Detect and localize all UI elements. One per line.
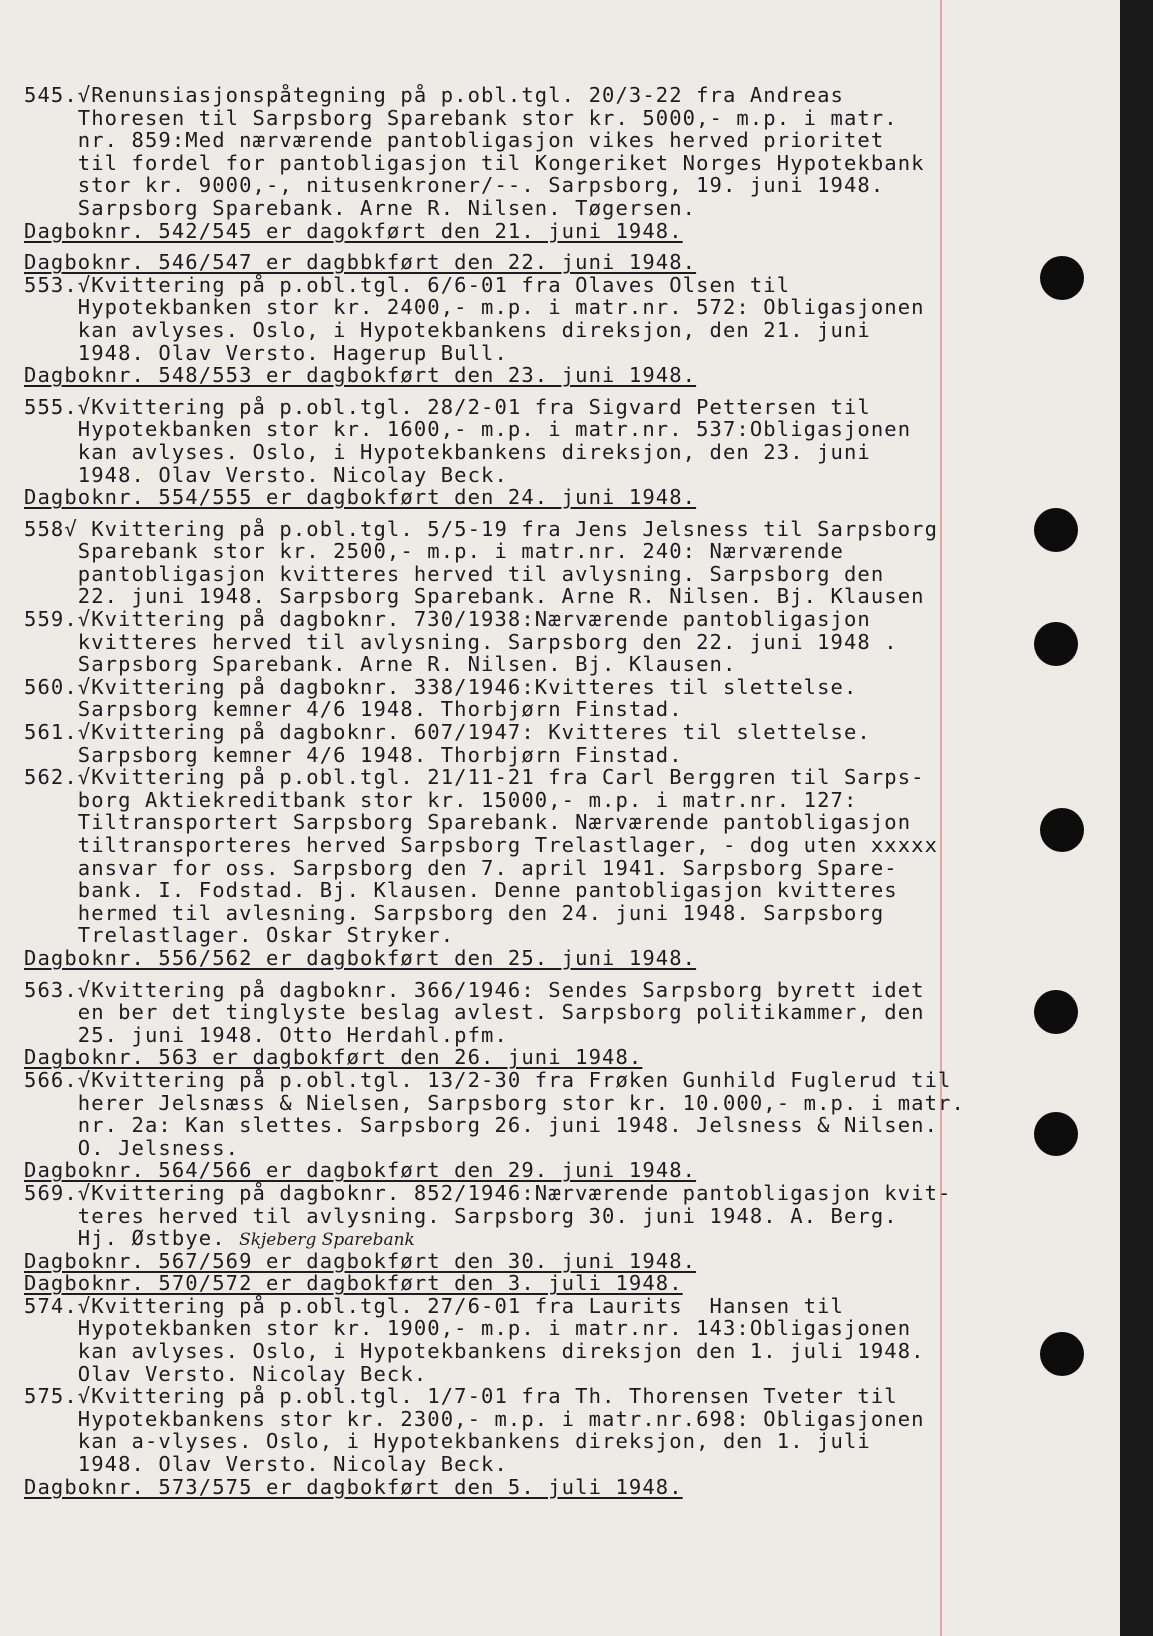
text-line [24,84,1014,107]
punch-hole-1 [1040,256,1084,300]
line-text: kan avlyses. Oslo, i Hypotekbankens direksjon, den 21. juni [24,317,871,342]
dagbok-entry-line [24,364,1014,387]
punch-hole-3 [1034,622,1078,666]
line-text: nr. 859:Med nærværende pantobligasjon vikes herved prioritet [24,128,885,153]
line-text: Tiltransportert Sarpsborg Sparebank. Nærværende pantobligasjon [24,810,912,835]
line-text: 560.√Kvittering på dagboknr. 338/1946:Kvitteres til slettelse. [24,674,858,699]
line-text: 559.√Kvittering på dagboknr. 730/1938:Nærværende pantobligasjon [24,607,871,632]
text-line [24,1340,1014,1363]
line-text: Dagboknr. 563 er dagbokført den 26. juni 1948. [24,1045,643,1070]
dagbok-entry-line [24,947,1014,970]
text-line [24,396,1014,419]
text-line [24,540,1014,563]
text-line [24,631,1014,654]
dagbok-entry-line [24,1250,1014,1273]
text-line [24,653,1014,676]
line-text: teres herved til avlysning. Sarpsborg 30. juni 1948. A. Berg. [24,1203,898,1228]
text-line [24,1024,1014,1047]
line-text: Olav Versto. Nicolay Beck. [24,1361,428,1386]
text-line [24,441,1014,464]
punch-hole-2 [1034,508,1078,552]
dagbok-entry-line [24,486,1014,509]
text-line [24,857,1014,880]
text-line [24,464,1014,487]
text-line [24,152,1014,175]
text-line [24,1182,1014,1205]
dagbok-entry-line [24,1272,1014,1295]
text-line [24,834,1014,857]
line-text: Hypotekbankens stor kr. 2300,- m.p. i matr.nr.698: Obligasjonen [24,1406,925,1431]
text-line [24,902,1014,925]
text-line [24,1069,1014,1092]
line-text: 569.√Kvittering på dagboknr. 852/1946:Nærværende pantobligasjon kvit- [24,1180,952,1205]
line-text: kan avlyses. Oslo, i Hypotekbankens direksjon, den 23. juni [24,439,871,464]
text-line [24,1385,1014,1408]
text-line [24,174,1014,197]
text-line [24,418,1014,441]
line-text: Hypotekbanken stor kr. 2400,- m.p. i matr.nr. 572: Obligasjonen [24,295,925,320]
text-line [24,107,1014,130]
text-line [24,129,1014,152]
line-text: Dagboknr. 556/562 er dagbokført den 25. juni 1948. [24,945,697,970]
punch-hole-7 [1040,1332,1084,1376]
line-text: Dagboknr. 554/555 er dagbokført den 24. juni 1948. [24,485,697,510]
text-line [24,1092,1014,1115]
text-line [24,1137,1014,1160]
line-text: 553.√Kvittering på p.obl.tgl. 6/6-01 fra Olaves Olsen til [24,272,791,297]
line-text: Dagboknr. 548/553 er dagbokført den 23. juni 1948. [24,363,697,388]
dagbok-entry-line [24,1046,1014,1069]
line-text: kvitteres herved til avlysning. Sarpsborg den 22. juni 1948 . [24,629,898,654]
line-text: herer Jelsnæss & Nielsen, Sarpsborg stor kr. 10.000,- m.p. i matr. [24,1090,965,1115]
text-line [24,585,1014,608]
text-line [24,766,1014,789]
line-text: 575.√Kvittering på p.obl.tgl. 1/7-01 fra Th. Thorensen Tveter til [24,1384,898,1409]
line-text: Trelastlager. Oskar Stryker. [24,923,455,948]
text-line [24,789,1014,812]
text-line [24,721,1014,744]
line-text: Sarpsborg Sparebank. Arne R. Nilsen. Bj. Klausen. [24,652,737,677]
line-text: 545.√Renunsiasjonspåtegning på p.obl.tgl. 20/3-22 fra Andreas [24,83,844,107]
text-line [24,879,1014,902]
line-text: Dagboknr. 567/569 er dagbokført den 30. juni 1948. [24,1248,697,1273]
line-text: Dagboknr. 570/572 er dagbokført den 3. juli 1948. [24,1271,683,1296]
line-text: 558√ Kvittering på p.obl.tgl. 5/5-19 fra Jens Jelsness til Sarpsborg [24,516,939,541]
line-text: Hypotekbanken stor kr. 1900,- m.p. i matr.nr. 143:Obligasjonen [24,1316,912,1341]
line-text: 566.√Kvittering på p.obl.tgl. 13/2-30 fra Frøken Gunhild Fuglerud til [24,1067,952,1092]
text-line [24,1227,1014,1250]
text-line [24,1114,1014,1137]
line-text: 25. juni 1948. Otto Herdahl.pfm. [24,1022,508,1047]
dagbok-entry-line [24,251,1014,274]
line-text: 574.√Kvittering på p.obl.tgl. 27/6-01 fra Laurits Hansen til [24,1293,844,1318]
text-line [24,924,1014,947]
line-text: 22. juni 1948. Sarpsborg Sparebank. Arne R. Nilsen. Bj. Klausen [24,584,925,609]
punch-hole-6 [1034,1112,1078,1156]
line-text: O. Jelsness. [24,1135,240,1160]
text-line [24,1408,1014,1431]
line-text: ansvar for oss. Sarpsborg den 7. april 1941. Sarpsborg Spare- [24,855,898,880]
line-text: 562.√Kvittering på p.obl.tgl. 21/11-21 fra Carl Berggren til Sarps- [24,765,925,790]
line-text: Dagboknr. 542/545 er dagokført den 21. juni 1948. [24,218,683,243]
line-text: en ber det tinglyste beslag avlest. Sarpsborg politikammer, den [24,1000,925,1025]
dagbok-entry-line [24,220,1014,243]
line-text: Hypotekbanken stor kr. 1600,- m.p. i matr.nr. 537:Obligasjonen [24,417,912,442]
dagbok-entry-line [24,1159,1014,1182]
line-text: Sarpsborg kemner 4/6 1948. Thorbjørn Finstad. [24,742,683,767]
line-text: 563.√Kvittering på dagboknr. 366/1946: Sendes Sarpsborg byrett idet [24,977,925,1002]
text-line [24,1430,1014,1453]
line-text: Dagboknr. 546/547 er dagbbkført den 22. juni 1948. [24,250,697,275]
line-text: nr. 2a: Kan slettes. Sarpsborg 26. juni 1948. Jelsness & Nilsen. [24,1113,939,1138]
handwritten-note: Skjeberg Sparebank [239,1230,415,1251]
text-line [24,811,1014,834]
text-line [24,1453,1014,1476]
line-text: 1948. Olav Versto. Hagerup Bull. [24,340,508,365]
text-line [24,1363,1014,1386]
text-line [24,319,1014,342]
line-text: borg Aktiekreditbank stor kr. 15000,- m.p. i matr.nr. 127: [24,787,858,812]
dagbok-entry-line [24,1476,1014,1499]
line-text: stor kr. 9000,-, nitusenkroner/--. Sarpsborg, 19. juni 1948. [24,173,885,198]
text-line [24,608,1014,631]
line-text: Thoresen til Sarpsborg Sparebank stor kr. 5000,- m.p. i matr. [24,105,898,130]
text-line [24,1001,1014,1024]
line-text: Sarpsborg kemner 4/6 1948. Thorbjørn Finstad. [24,697,683,722]
text-line [24,1295,1014,1318]
text-line [24,274,1014,297]
line-text: kan a-vlyses. Oslo, i Hypotekbankens direksjon, den 1. juli [24,1429,871,1454]
line-text: Dagboknr. 573/575 er dagbokført den 5. juli 1948. [24,1474,683,1499]
text-line [24,563,1014,586]
text-line [24,698,1014,721]
text-line [24,197,1014,220]
text-line [24,518,1014,541]
text-line [24,744,1014,767]
line-text: kan avlyses. Oslo, i Hypotekbankens direksjon den 1. juli 1948. [24,1339,925,1364]
punch-hole-4 [1040,808,1084,852]
line-text: Sparebank stor kr. 2500,- m.p. i matr.nr. 240: Nærværende [24,539,844,564]
text-line [24,979,1014,1002]
line-text: 561.√Kvittering på dagboknr. 607/1947: Kvitteres til slettelse. [24,720,871,745]
line-text: Hj. Østbye. [24,1226,226,1251]
line-text: til fordel for pantobligasjon til Kongeriket Norges Hypotekbank [24,150,925,175]
line-text: Sarpsborg Sparebank. Arne R. Nilsen. Tøgersen. [24,195,697,220]
line-text: 1948. Olav Versto. Nicolay Beck. [24,1452,508,1477]
line-text: 1948. Olav Versto. Nicolay Beck. [24,462,508,487]
text-line [24,296,1014,319]
line-text: Dagboknr. 564/566 er dagbokført den 29. juni 1948. [24,1158,697,1183]
document-text [24,84,1014,1498]
punch-hole-5 [1034,990,1078,1034]
line-text: 555.√Kvittering på p.obl.tgl. 28/2-01 fra Sigvard Pettersen til [24,394,871,419]
line-text: hermed til avlesning. Sarpsborg den 24. juni 1948. Sarpsborg [24,900,885,925]
text-line [24,342,1014,365]
line-text: tiltransporteres herved Sarpsborg Trelastlager, - dog uten xxxxx [24,833,939,857]
text-line [24,1205,1014,1228]
text-line [24,676,1014,699]
text-line [24,1317,1014,1340]
line-text: bank. I. Fodstad. Bj. Klausen. Denne pantobligasjon kvitteres [24,878,898,903]
line-text: pantobligasjon kvitteres herved til avlysning. Sarpsborg den [24,561,885,586]
